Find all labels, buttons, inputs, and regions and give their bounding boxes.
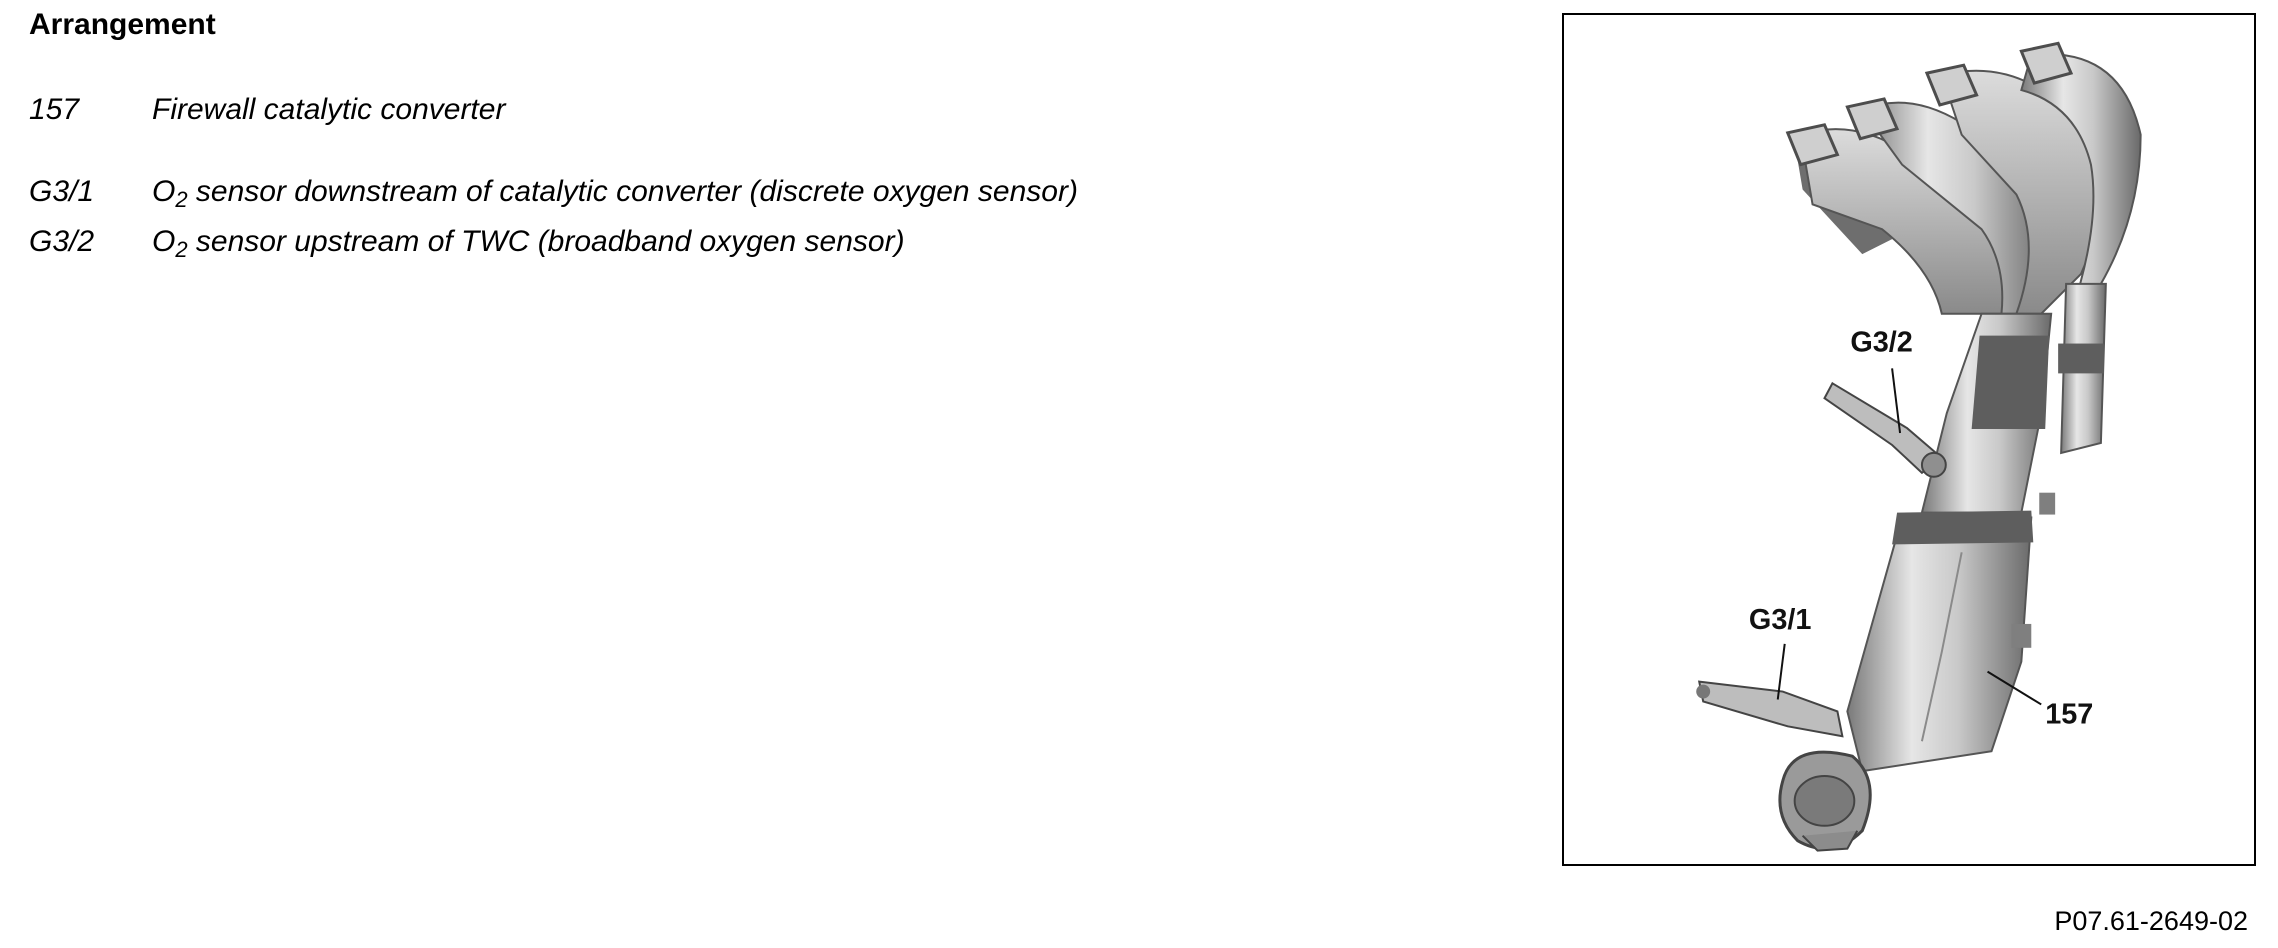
legend-code: G3/2 [29,225,95,258]
o2-symbol: O [152,175,176,208]
outlet-flange [1780,752,1870,851]
o2-subscript: 2 [175,187,188,212]
callout-g3-1: G3/1 [1748,603,1812,636]
legend-code: 157 [29,93,80,126]
legend-description-text: sensor upstream of TWC (broadband oxygen sensor) [187,225,905,258]
exhaust-manifold-illustration [1564,15,2254,864]
converter-band [1892,511,2033,545]
legend-code: G3/1 [29,175,95,208]
legend-item-157 [29,93,505,127]
legend-description-text: sensor downstream of catalytic converter (discrete oxygen sensor) [187,175,1078,208]
lower-o2-sensor [1696,682,1842,737]
bracket [2039,493,2055,515]
section-heading: Arrangement [29,8,216,41]
o2-symbol: O [152,225,176,258]
bracket [2011,624,2031,648]
legend-description [152,225,905,262]
illustration-frame [1562,13,2256,866]
legend-item-g3-1 [29,175,1078,212]
figure-reference-id: P07.61-2649-02 [2054,906,2248,936]
converter-body [1847,518,2031,772]
upper-o2-sensor [1824,383,1945,476]
callout-157: 157 [2045,698,2094,731]
legend-item-g3-2 [29,225,905,262]
legend-description: Firewall catalytic converter [152,93,506,126]
legend-description [152,175,1078,212]
o2-subscript: 2 [175,237,188,262]
rear-pipe-band [2058,344,2104,374]
downpipe-band [1972,336,2050,429]
callout-g3-2: G3/2 [1850,326,1913,359]
